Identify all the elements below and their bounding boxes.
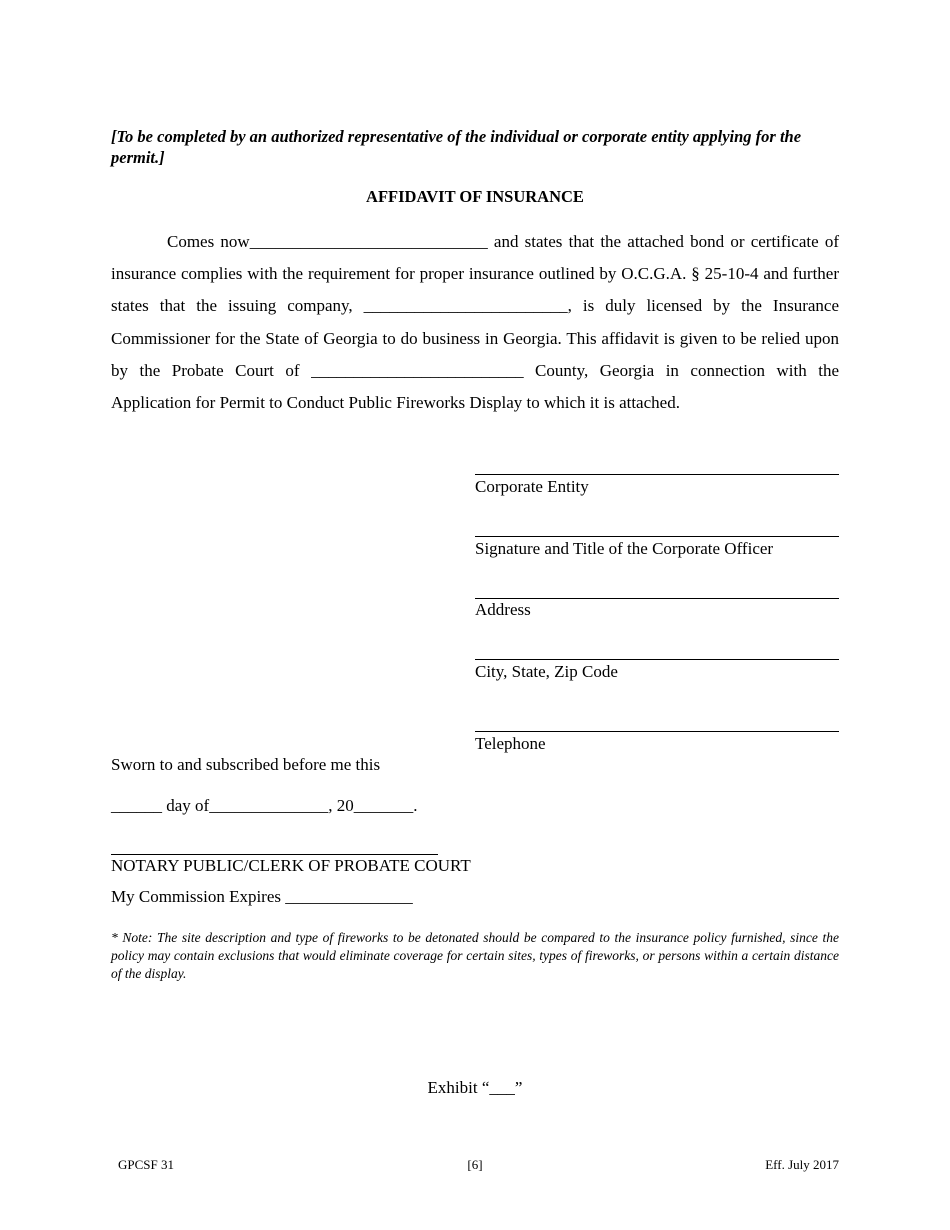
city-state-zip-line[interactable] <box>475 659 839 660</box>
commission-expires-blank[interactable]: _______________ <box>285 887 413 906</box>
city-state-zip-label: City, State, Zip Code <box>475 662 618 681</box>
date-period: . <box>413 796 418 815</box>
corporate-entity-line[interactable] <box>475 474 839 475</box>
exhibit-label: Exhibit “___” <box>427 1078 523 1097</box>
applicant-name-blank[interactable]: ____________________________ <box>249 232 488 251</box>
affidavit-paragraph <box>111 226 839 419</box>
day-of-text: day of <box>162 796 210 815</box>
address-line[interactable] <box>475 598 839 599</box>
instruction-text: [To be completed by an authorized representative of the individual or corporate entity applying for the permit.] <box>111 127 802 167</box>
address-label: Address <box>475 600 531 619</box>
telephone-label: Telephone <box>475 734 546 753</box>
signature-title-label: Signature and Title of the Corporate Officer <box>475 539 774 558</box>
year-prefix: , 20 <box>328 796 354 815</box>
notary-clerk-label: NOTARY PUBLIC/CLERK OF PROBATE COURT <box>111 856 471 875</box>
month-blank[interactable]: ______________ <box>209 796 329 815</box>
footer-page-number: [6] <box>467 1157 483 1172</box>
date-line <box>111 796 417 816</box>
day-blank[interactable]: ______ <box>111 796 162 815</box>
county-blank[interactable]: _________________________ <box>311 360 524 380</box>
para-text-1: Comes now <box>167 232 250 251</box>
para-text-4: County, Georgia in connection with the Application for Permit to Conduct Public Fireworks Display to which it is attached. <box>111 360 839 413</box>
year-blank[interactable]: _______ <box>353 796 414 815</box>
para-text-2: and states that the attached bond or certificate of insurance complies with the requirement for proper insurance outlined by O.C.G.A. § 25-10-4 and further states that the issuing company, <box>111 232 839 316</box>
note-text: * Note: The site description and type of fireworks to be detonated should be compared to the insurance policy furnished, since the policy may contain exclusions that would eliminate coverage for certain sites, types of fireworks, or persons within a certain distance of the display. <box>111 930 839 981</box>
footer-effective-date: Eff. July 2017 <box>765 1157 839 1172</box>
commission-line <box>111 887 413 907</box>
commission-label: My Commission Expires <box>111 887 286 906</box>
document-title: AFFIDAVIT OF INSURANCE <box>366 187 584 206</box>
para-text-3: , is duly licensed by the Insurance Commissioner for the State of Georgia to do business in Georgia. This affidavit is given to be relied upon by the Probate Court of <box>111 296 839 380</box>
corporate-entity-label: Corporate Entity <box>475 477 589 496</box>
issuing-company-blank[interactable]: ________________________ <box>363 296 568 316</box>
sworn-text: Sworn to and subscribed before me this <box>111 755 381 774</box>
signature-line[interactable] <box>475 536 839 537</box>
footer-form-id: GPCSF 31 <box>118 1157 174 1172</box>
notary-signature-line[interactable] <box>111 854 438 855</box>
telephone-line[interactable] <box>475 731 839 732</box>
